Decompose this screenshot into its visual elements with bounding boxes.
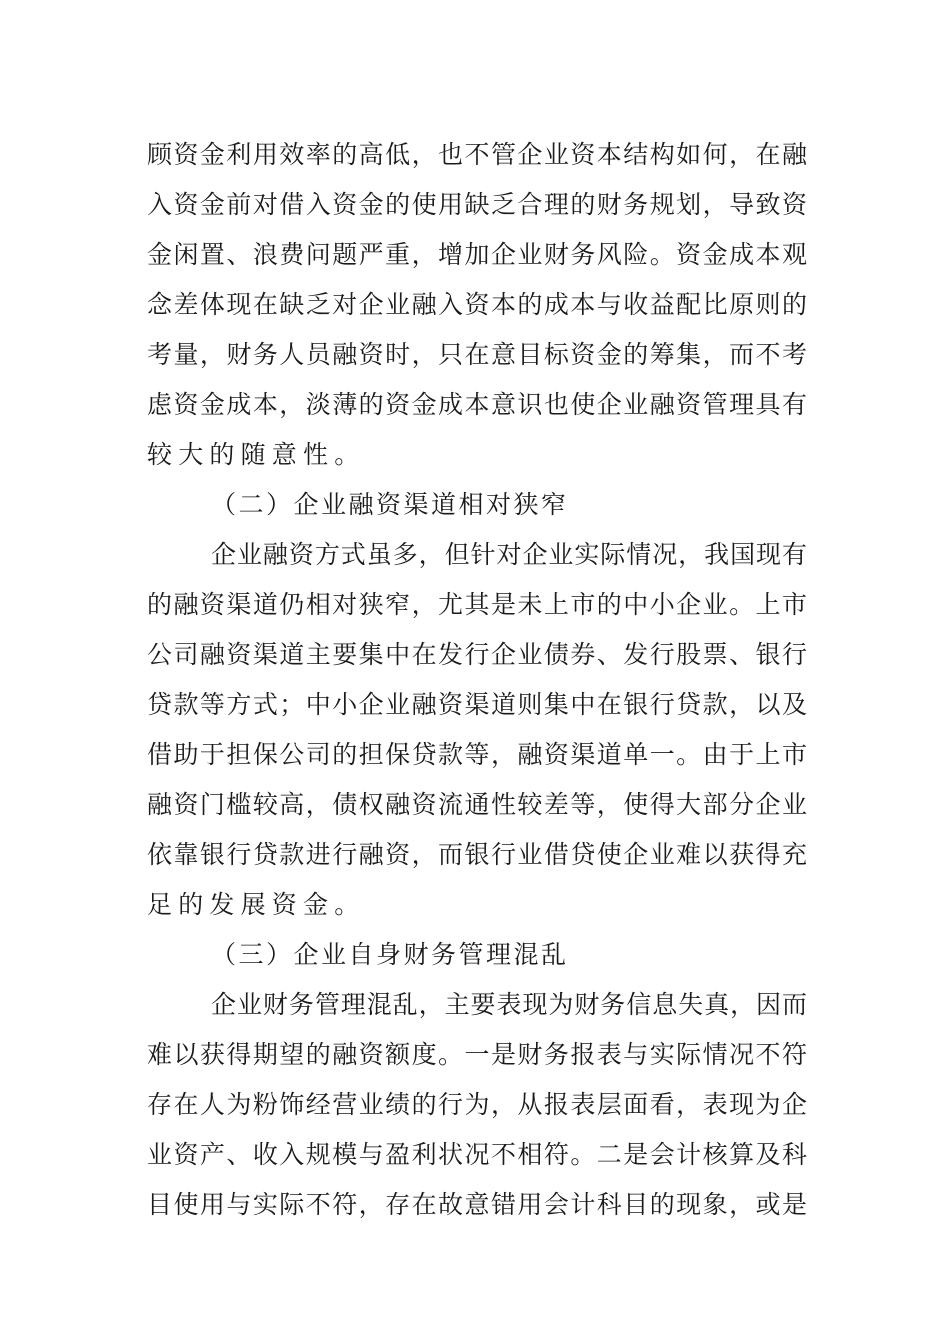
text-line: 融资门槛较高，债权融资流通性较差等，使得大部分企业 <box>147 790 807 819</box>
text-line: 依靠银行贷款进行融资，而银行业借贷使企业难以获得充 <box>147 840 807 869</box>
section-heading: （三）企业自身财务管理混乱 <box>211 940 569 969</box>
text-line: 公司融资渠道主要集中在发行企业债券、发行股票、银行 <box>147 640 807 669</box>
section-heading: （二）企业融资渠道相对狭窄 <box>211 490 569 519</box>
text-line: 顾资金利用效率的高低，也不管企业资本结构如何，在融 <box>147 140 807 169</box>
text-line: 较大的随意性。 <box>147 440 366 469</box>
text-line: 目使用与实际不符，存在故意错用会计科目的现象，或是 <box>147 1190 807 1219</box>
text-line: 业资产、收入规模与盈利状况不相符。二是会计核算及科 <box>147 1140 807 1169</box>
document-body <box>147 130 807 1230</box>
text-line: 企业融资方式虽多，但针对企业实际情况，我国现有 <box>211 540 807 569</box>
text-line: 考量，财务人员融资时，只在意目标资金的筹集，而不考 <box>147 340 807 369</box>
text-line: 存在人为粉饰经营业绩的行为，从报表层面看，表现为企 <box>147 1090 807 1119</box>
text-line: 虑资金成本，淡薄的资金成本意识也使企业融资管理具有 <box>147 390 807 419</box>
text-line: 念差体现在缺乏对企业融入资本的成本与收益配比原则的 <box>147 290 807 319</box>
text-line: 企业财务管理混乱，主要表现为财务信息失真，因而 <box>211 990 807 1019</box>
text-line: 难以获得期望的融资额度。一是财务报表与实际情况不符 <box>147 1040 807 1069</box>
text-line: 借助于担保公司的担保贷款等，融资渠道单一。由于上市 <box>147 740 807 769</box>
text-line: 入资金前对借入资金的使用缺乏合理的财务规划，导致资 <box>147 190 807 219</box>
text-line: 金闲置、浪费问题严重，增加企业财务风险。资金成本观 <box>147 240 807 269</box>
text-line: 贷款等方式；中小企业融资渠道则集中在银行贷款，以及 <box>147 690 807 719</box>
text-line: 足的发展资金。 <box>147 890 366 919</box>
text-line: 的融资渠道仍相对狭窄，尤其是未上市的中小企业。上市 <box>147 590 807 619</box>
